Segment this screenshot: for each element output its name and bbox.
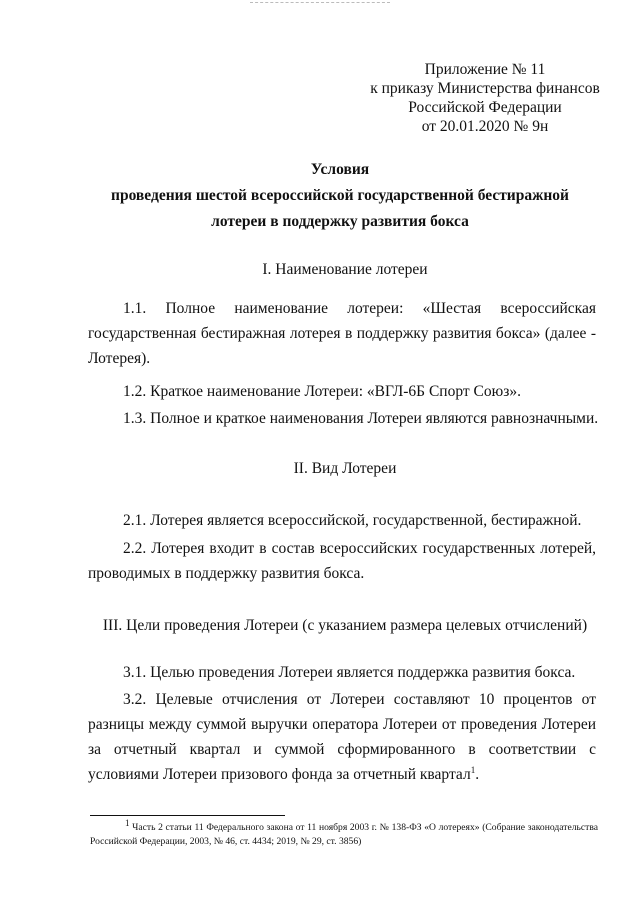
paragraph-3-2-text: 3.2. Целевые отчисления от Лотереи составляют 10 процентов от разницы между суммой выручки оператора Лотереи от проведения Лотереи за отчетный квартал и суммой сформированного в соответствии с условиями Лотереи призового фонда за отчетный квартал xyxy=(88,691,596,783)
paragraph-1-3: 1.3. Полное и краткое наименования Лотереи являются равнозначными. xyxy=(123,410,599,427)
section-3-heading: III. Цели проведения Лотереи (с указанием размера целевых отчислений) xyxy=(102,617,588,634)
page-top-edge-line xyxy=(250,2,390,4)
footnote xyxy=(90,817,598,849)
paragraph-1-2: 1.2. Краткое наименование Лотереи: «ВГЛ-6Б Спорт Союз». xyxy=(123,383,521,400)
doc-title-line1: Условия xyxy=(310,161,370,178)
appendix-order-line: к приказу Министерства финансов xyxy=(370,80,600,97)
paragraph-2-1: 2.1. Лотерея является всероссийской, государственной, бестиражной. xyxy=(123,512,582,529)
appendix-date-line: от 20.01.2020 № 9н xyxy=(421,118,549,135)
paragraph-3-2-end: . xyxy=(475,766,480,783)
paragraph-3-2 xyxy=(88,687,596,787)
appendix-number: Приложение № 11 xyxy=(424,61,546,78)
footnote-separator xyxy=(90,815,285,816)
appendix-block xyxy=(360,60,610,136)
footnote-reference: 1 xyxy=(470,764,476,775)
paragraph-2-2: 2.2. Лотерея входит в состав всероссийских государственных лотерей, проводимых в поддержку развития бокса. xyxy=(88,540,596,582)
doc-title-line3: лотереи в поддержку развития бокса xyxy=(211,213,469,230)
paragraph-3-1: 3.1. Целью проведения Лотереи является поддержка развития бокса. xyxy=(123,664,576,681)
doc-title-line2: проведения шестой всероссийской государственной бестиражной xyxy=(111,187,569,204)
appendix-country-line: Российской Федерации xyxy=(408,99,562,116)
paragraph-1-1: 1.1. Полное наименование лотереи: «Шестая всероссийская государственная бестиражная лотерея в поддержку развития бокса» (далее - Лотерея). xyxy=(88,300,596,367)
section-1-heading: I. Наименование лотереи xyxy=(262,261,428,278)
section-2-heading: II. Вид Лотереи xyxy=(293,460,397,477)
footnote-mark: 1 xyxy=(125,817,130,828)
footnote-text: Часть 2 статьи 11 Федерального закона от 11 ноября 2003 г. № 138-ФЗ «О лотереях» (Собрание законодательства Российской Федерации, 2003, № 46, ст. 4434; 2019, № 29, ст. 3856) xyxy=(90,822,598,847)
